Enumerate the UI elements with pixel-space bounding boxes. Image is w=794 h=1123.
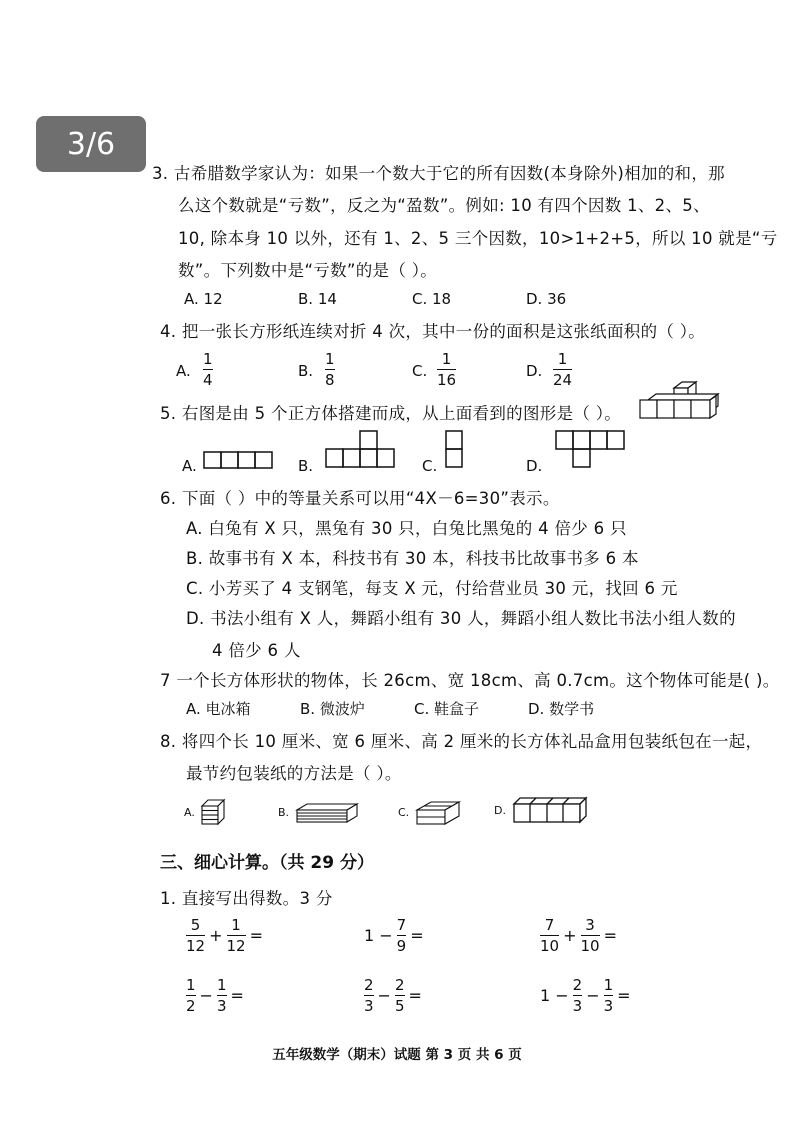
q7-option-d: D. 数学书 bbox=[528, 700, 595, 718]
q4-text: 4. 把一张长方形纸连续对折 4 次，其中一份的面积是这张纸面积的（ ）。 bbox=[160, 322, 706, 341]
section-3-title: 三、细心计算。（共 29 分） bbox=[160, 853, 374, 873]
q6-option-a: A. 白兔有 X 只，黑兔有 30 只，白兔比黑兔的 4 倍少 6 只 bbox=[186, 519, 627, 538]
q7-option-a: A. 电冰箱 bbox=[186, 700, 251, 718]
q7-option-c: C. 鞋盒子 bbox=[414, 700, 480, 718]
q5-option-c-figure bbox=[444, 429, 464, 469]
q3-line2: 么这个数就是“亏数”，反之为“盈数”。例如: 10 有四个因数 1、2、5、 bbox=[178, 196, 710, 215]
q8-line1: 8. 将四个长 10 厘米、宽 6 厘米、高 2 厘米的长方体礼品盒用包装纸包在一起， bbox=[160, 732, 763, 751]
q5-option-a-figure bbox=[202, 450, 274, 470]
q8-option-a-label: A. bbox=[184, 806, 195, 819]
q3-option-b: B. 14 bbox=[298, 290, 337, 308]
fraction: $\frac{1}{3}$ bbox=[603, 976, 614, 1015]
calc-expression-3: $\frac{7}{10}$ + $\frac{3}{10}$ = bbox=[540, 916, 617, 955]
q5-option-d-figure bbox=[554, 429, 626, 469]
q3-option-a: A. 12 bbox=[184, 290, 223, 308]
fraction: $\frac{3}{10}$ bbox=[580, 916, 600, 955]
q5-text: 5. 右图是由 5 个正方体搭建而成，从上面看到的图形是（ ）。 bbox=[160, 404, 622, 423]
calc-expression-1: $\frac{5}{12}$ + $\frac{1}{12}$ = bbox=[186, 916, 263, 955]
fraction: $\frac{1}{3}$ bbox=[216, 976, 227, 1015]
q7-text: 7 一个长方体形状的物体，长 26cm、宽 18cm、高 0.7cm。这个物体可能是( )。 bbox=[160, 671, 780, 690]
q5-option-a-label: A. bbox=[182, 457, 197, 475]
q8-option-c-figure bbox=[415, 800, 461, 828]
page-badge: 3/6 bbox=[36, 116, 146, 172]
q3-option-d: D. 36 bbox=[526, 290, 567, 308]
q8-option-d-figure bbox=[512, 796, 588, 826]
q6-option-b: B. 故事书有 X 本，科技书有 30 本，科技书比故事书多 6 本 bbox=[186, 549, 639, 568]
q6-text: 6. 下面（ ）中的等量关系可以用“4X－6=30”表示。 bbox=[160, 489, 560, 508]
q8-option-c-label: C. bbox=[398, 806, 410, 819]
q8-line2: 最节约包装纸的方法是（ ）。 bbox=[186, 764, 402, 783]
q5-option-d-label: D. bbox=[526, 457, 543, 475]
calc-expression-6: 1 − $\frac{2}{3}$ − $\frac{1}{3}$ = bbox=[540, 976, 631, 1015]
q8-option-b-label: B. bbox=[278, 806, 290, 819]
q3-line3: 10, 除本身 10 以外，还有 1、2、5 三个因数，10>1+2+5，所以 10 就是“亏 bbox=[178, 229, 778, 248]
q8-option-a-figure bbox=[200, 798, 226, 828]
q4-option-c-label: C. bbox=[412, 362, 428, 380]
q4-option-c-fraction: 1 16 bbox=[437, 350, 457, 389]
section-3-q1: 1. 直接写出得数。3 分 bbox=[160, 889, 333, 908]
q8-option-b-figure bbox=[295, 802, 359, 824]
q5-option-b-figure bbox=[324, 429, 396, 469]
q4-option-a-label: A. bbox=[176, 362, 191, 380]
q3-option-c: C. 18 bbox=[412, 290, 452, 308]
fraction: $\frac{7}{9}$ bbox=[396, 916, 407, 955]
q6-option-d: D. 书法小组有 X 人，舞蹈小组有 30 人，舞蹈小组人数比书法小组人数的 bbox=[186, 609, 736, 628]
q5-option-c-label: C. bbox=[422, 457, 438, 475]
fraction: $\frac{7}{10}$ bbox=[540, 916, 560, 955]
q6-option-c: C. 小芳买了 4 支钢笔，每支 X 元，付给营业员 30 元，找回 6 元 bbox=[186, 579, 678, 598]
q4-option-d-fraction: 1 24 bbox=[553, 350, 573, 389]
q6-option-d-continued: 4 倍少 6 人 bbox=[212, 641, 301, 660]
fraction: $\frac{1}{2}$ bbox=[186, 976, 196, 1015]
q3-line1: 3. 古希腊数学家认为：如果一个数大于它的所有因数(本身除外)相加的和，那 bbox=[152, 164, 725, 183]
fraction: $\frac{2}{3}$ bbox=[572, 976, 583, 1015]
page-footer: 五年级数学（期末）试题 第 3 页 共 6 页 bbox=[272, 1047, 522, 1063]
q5-cube-figure bbox=[638, 380, 718, 426]
fraction: $\frac{2}{5}$ bbox=[394, 976, 405, 1015]
calc-expression-5: $\frac{2}{3}$ − $\frac{2}{5}$ = bbox=[364, 976, 422, 1015]
q3-line4: 数”。下列数中是“亏数”的是（ ）。 bbox=[178, 261, 438, 280]
q4-option-d-label: D. bbox=[526, 362, 543, 380]
fraction: $\frac{2}{3}$ bbox=[364, 976, 374, 1015]
q8-option-d-label: D. bbox=[494, 804, 506, 817]
calc-expression-4: $\frac{1}{2}$ − $\frac{1}{3}$ = bbox=[186, 976, 244, 1015]
q7-option-b: B. 微波炉 bbox=[300, 700, 365, 718]
calc-expression-2: 1 − $\frac{7}{9}$ = bbox=[364, 916, 424, 955]
q4-option-b-label: B. bbox=[298, 362, 314, 380]
fraction: $\frac{1}{12}$ bbox=[226, 916, 246, 955]
q4-option-b-fraction: 1 8 bbox=[325, 350, 335, 389]
q4-option-a-fraction: 1 4 bbox=[203, 350, 213, 389]
fraction: $\frac{5}{12}$ bbox=[186, 916, 206, 955]
q5-option-b-label: B. bbox=[298, 457, 314, 475]
